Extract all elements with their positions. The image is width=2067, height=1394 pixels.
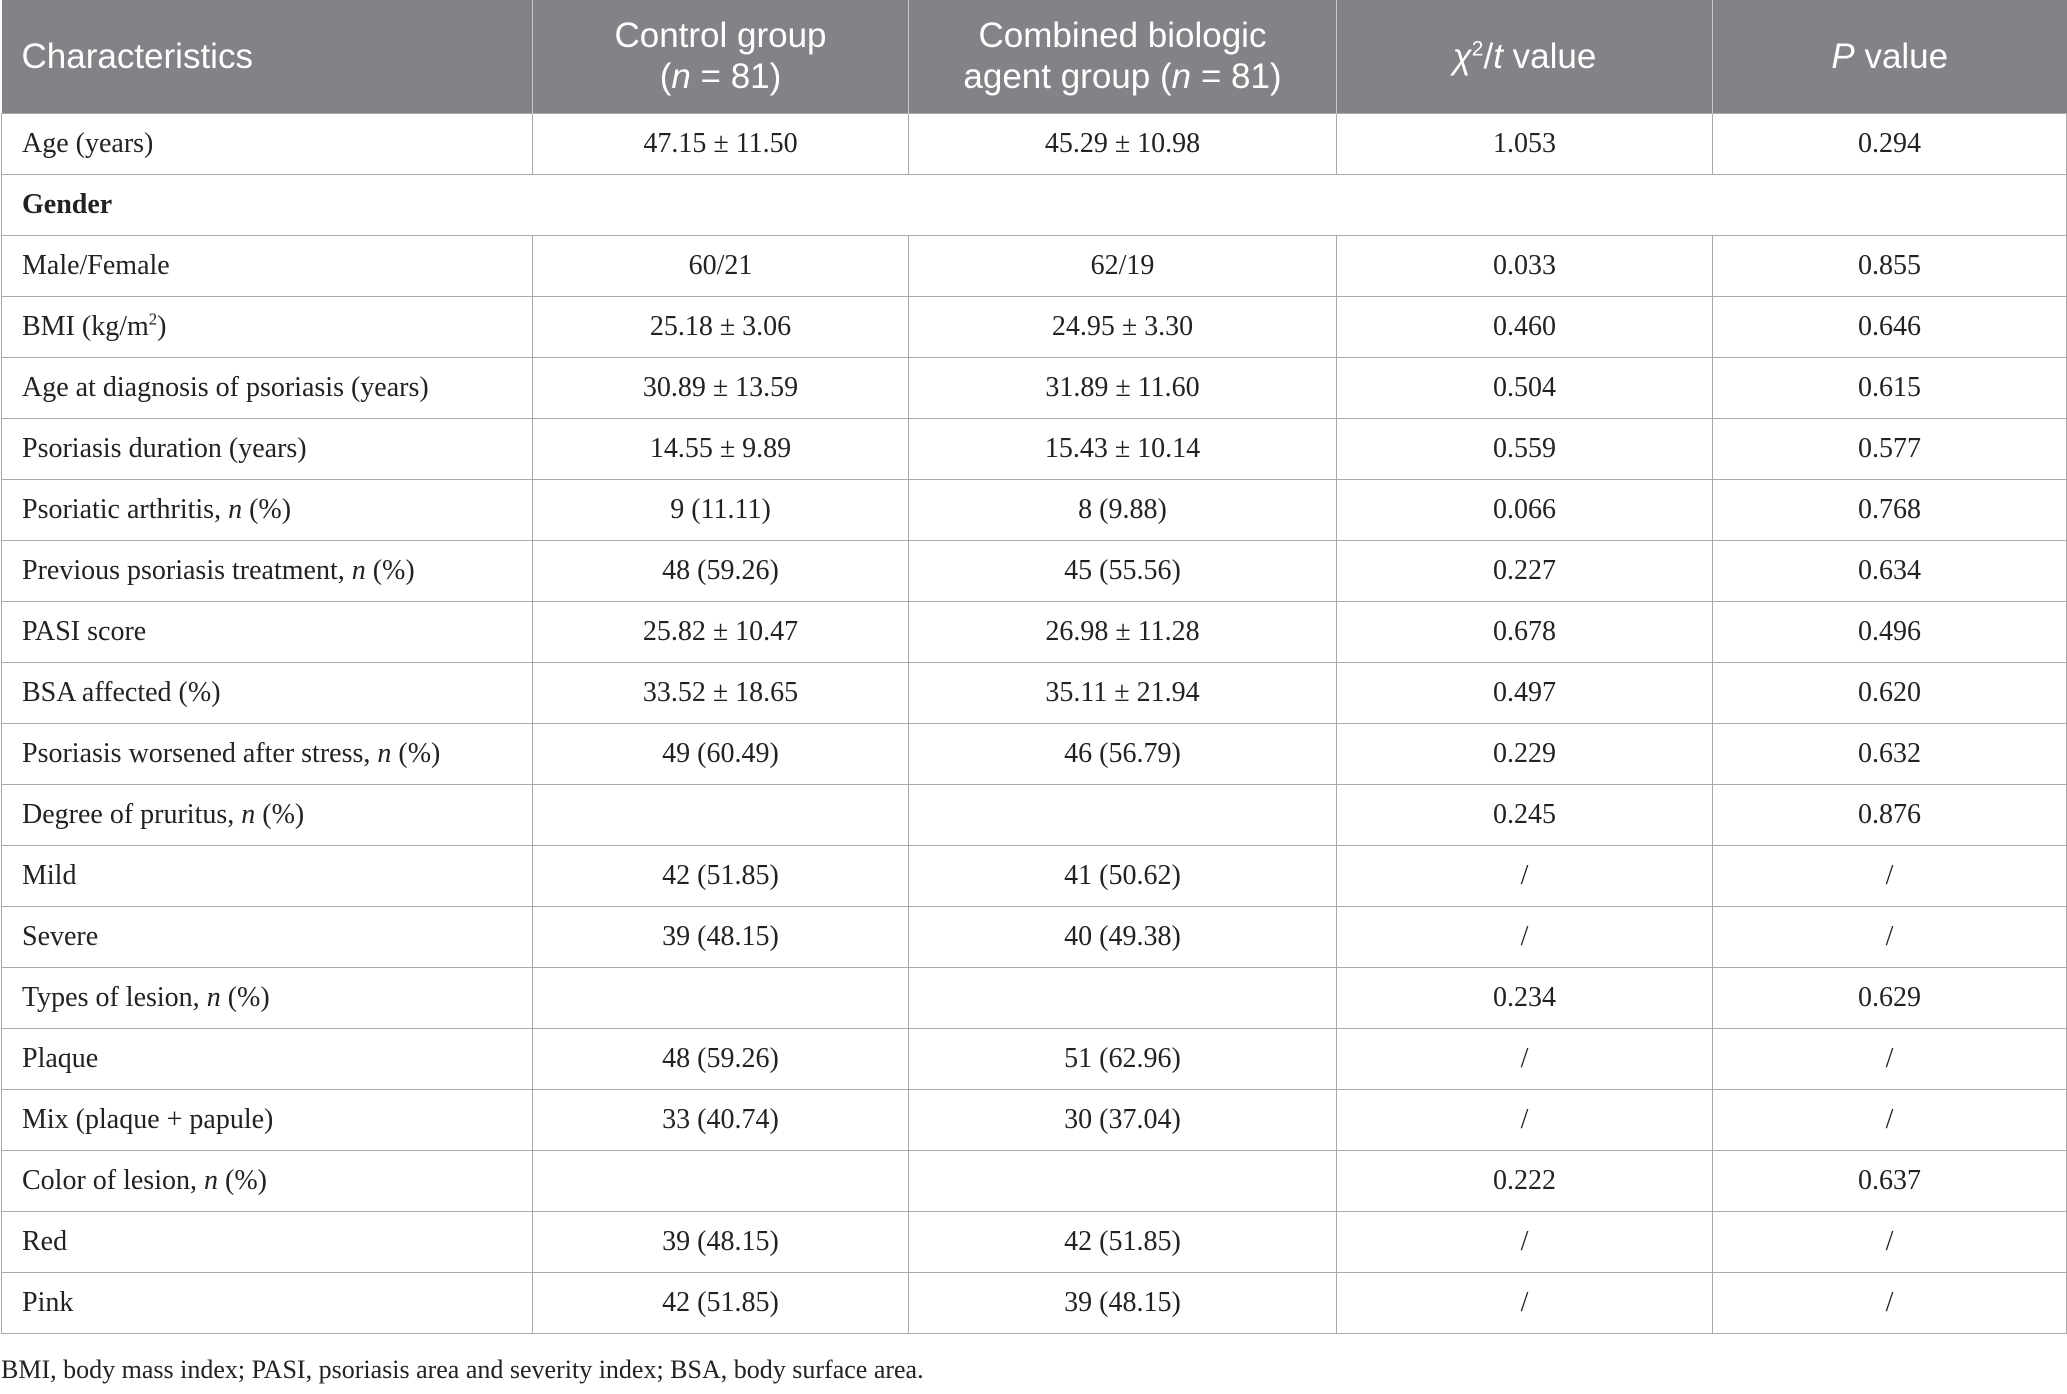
cell-characteristic: [2, 235, 533, 296]
cell-combined: 62/19: [909, 235, 1337, 296]
cell-control: 39 (48.15): [533, 1211, 909, 1272]
cell-control: [533, 1150, 909, 1211]
header-chi-t-value: [1337, 0, 1713, 113]
header-p-value-word: value: [1854, 36, 1949, 76]
baseline-characteristics-table: [1, 0, 2067, 1334]
cell-characteristic: [2, 418, 533, 479]
table-row: [2, 723, 2067, 784]
cell-combined: [909, 784, 1337, 845]
cell-control: 39 (48.15): [533, 906, 909, 967]
cell-combined: 46 (56.79): [909, 723, 1337, 784]
characteristic-label: Gender: [22, 188, 113, 220]
cell-characteristic: [2, 1028, 533, 1089]
cell-control: 48 (59.26): [533, 1028, 909, 1089]
table-row: [2, 357, 2067, 418]
cell-control: [533, 967, 909, 1028]
cell-stat: /: [1337, 845, 1713, 906]
cell-stat: 0.066: [1337, 479, 1713, 540]
header-combined-group: [909, 0, 1337, 113]
cell-p: /: [1713, 1211, 2067, 1272]
cell-combined: 15.43 ± 10.14: [909, 418, 1337, 479]
cell-stat: 0.033: [1337, 235, 1713, 296]
characteristic-label: Male/Female: [22, 249, 170, 281]
cell-stat: /: [1337, 906, 1713, 967]
table-row: [2, 601, 2067, 662]
characteristic-label-suffix: (%): [220, 981, 270, 1013]
cell-combined: 39 (48.15): [909, 1272, 1337, 1333]
cell-p: 0.496: [1713, 601, 2067, 662]
cell-characteristic: [2, 174, 2067, 235]
table-row: [2, 1089, 2067, 1150]
cell-p: /: [1713, 1089, 2067, 1150]
characteristic-italic-n: n: [377, 737, 392, 769]
cell-p: 0.855: [1713, 235, 2067, 296]
cell-stat: 0.497: [1337, 662, 1713, 723]
characteristic-label: Age at diagnosis of psoriasis (years): [22, 371, 429, 403]
cell-characteristic: [2, 723, 533, 784]
cell-characteristic: [2, 1089, 533, 1150]
cell-p: 0.294: [1713, 113, 2067, 174]
header-characteristics: [2, 0, 533, 113]
characteristic-label-suffix: ): [157, 310, 167, 342]
cell-control: 33.52 ± 18.65: [533, 662, 909, 723]
table-row: [2, 845, 2067, 906]
cell-stat: 0.245: [1337, 784, 1713, 845]
cell-p: 0.632: [1713, 723, 2067, 784]
cell-characteristic: [2, 967, 533, 1028]
header-t-symbol: t: [1493, 36, 1503, 76]
cell-combined: 24.95 ± 3.30: [909, 296, 1337, 357]
cell-stat: 0.234: [1337, 967, 1713, 1028]
header-control-label: Control group: [614, 16, 827, 56]
cell-stat: /: [1337, 1211, 1713, 1272]
cell-stat: 0.678: [1337, 601, 1713, 662]
characteristic-label: Psoriasis worsened after stress,: [22, 737, 378, 769]
cell-p: /: [1713, 1028, 2067, 1089]
cell-combined: 31.89 ± 11.60: [909, 357, 1337, 418]
cell-combined: 26.98 ± 11.28: [909, 601, 1337, 662]
cell-p: 0.634: [1713, 540, 2067, 601]
characteristic-label: PASI score: [22, 615, 147, 647]
characteristic-label: Color of lesion,: [22, 1164, 204, 1196]
characteristic-label: BMI (kg/m: [22, 310, 149, 342]
cell-control: 60/21: [533, 235, 909, 296]
header-value-word: value: [1502, 36, 1597, 76]
cell-combined: [909, 1150, 1337, 1211]
table-row: [2, 1150, 2067, 1211]
cell-characteristic: [2, 113, 533, 174]
cell-combined: [909, 967, 1337, 1028]
header-chi-symbol: χ: [1452, 36, 1472, 76]
cell-control: 14.55 ± 9.89: [533, 418, 909, 479]
characteristic-label: Severe: [22, 920, 99, 952]
characteristic-label-suffix: (%): [391, 737, 441, 769]
cell-p: /: [1713, 1272, 2067, 1333]
cell-p: 0.629: [1713, 967, 2067, 1028]
characteristic-label-suffix: (%): [242, 493, 292, 525]
cell-characteristic: [2, 784, 533, 845]
cell-stat: /: [1337, 1028, 1713, 1089]
cell-stat: 0.229: [1337, 723, 1713, 784]
characteristic-label: Mix (plaque + papule): [22, 1103, 274, 1135]
cell-characteristic: [2, 357, 533, 418]
cell-p: 0.620: [1713, 662, 2067, 723]
characteristic-label: Pink: [22, 1286, 74, 1318]
characteristic-italic-n: n: [206, 981, 221, 1013]
table-row: [2, 113, 2067, 174]
cell-stat: 1.053: [1337, 113, 1713, 174]
cell-p: /: [1713, 845, 2067, 906]
characteristic-italic-n: n: [228, 493, 243, 525]
characteristic-label: Psoriasis duration (years): [22, 432, 307, 464]
characteristic-italic-n: n: [204, 1164, 218, 1196]
cell-p: 0.637: [1713, 1150, 2067, 1211]
cell-stat: 0.227: [1337, 540, 1713, 601]
cell-characteristic: [2, 601, 533, 662]
header-control-group: [533, 0, 909, 113]
cell-stat: 0.504: [1337, 357, 1713, 418]
cell-p: 0.577: [1713, 418, 2067, 479]
cell-combined: 45.29 ± 10.98: [909, 113, 1337, 174]
characteristic-label: Red: [22, 1225, 68, 1257]
cell-combined: 41 (50.62): [909, 845, 1337, 906]
characteristic-italic-n: n: [351, 554, 366, 586]
cell-control: 9 (11.11): [533, 479, 909, 540]
table-row: [2, 906, 2067, 967]
table-row: [2, 540, 2067, 601]
characteristic-label: Previous psoriasis treatment,: [22, 554, 352, 586]
table-row: [2, 967, 2067, 1028]
cell-characteristic: [2, 540, 533, 601]
characteristic-label: Psoriatic arthritis,: [22, 493, 229, 525]
cell-control: 25.82 ± 10.47: [533, 601, 909, 662]
table-header-row: [2, 0, 2067, 113]
table-row: [2, 235, 2067, 296]
header-characteristics-label: Characteristics: [21, 36, 253, 76]
cell-stat: 0.460: [1337, 296, 1713, 357]
cell-control: 42 (51.85): [533, 845, 909, 906]
cell-characteristic: [2, 1272, 533, 1333]
header-combined-n: n: [1171, 57, 1192, 97]
characteristic-label-suffix: (%): [218, 1164, 267, 1196]
cell-control: 33 (40.74): [533, 1089, 909, 1150]
header-p-value: [1713, 0, 2067, 113]
cell-characteristic: [2, 906, 533, 967]
cell-combined: 40 (49.38): [909, 906, 1337, 967]
cell-combined: 30 (37.04): [909, 1089, 1337, 1150]
table-row: [2, 174, 2067, 235]
header-p-symbol: P: [1831, 36, 1855, 76]
cell-control: 48 (59.26): [533, 540, 909, 601]
cell-stat: 0.222: [1337, 1150, 1713, 1211]
cell-control: 25.18 ± 3.06: [533, 296, 909, 357]
characteristic-label: Types of lesion,: [22, 981, 207, 1013]
characteristic-label-suffix: (%): [255, 798, 305, 830]
cell-stat: /: [1337, 1272, 1713, 1333]
cell-combined: 42 (51.85): [909, 1211, 1337, 1272]
header-slash: /: [1483, 36, 1494, 76]
cell-p: /: [1713, 906, 2067, 967]
characteristic-label: Age (years): [22, 127, 154, 159]
header-control-paren: (: [659, 57, 672, 97]
characteristic-label: Mild: [22, 859, 77, 891]
header-control-n-value: = 81): [690, 57, 782, 97]
cell-characteristic: [2, 1150, 533, 1211]
table-row: [2, 784, 2067, 845]
characteristic-italic-n: n: [241, 798, 256, 830]
table-row: [2, 296, 2067, 357]
cell-characteristic: [2, 296, 533, 357]
header-combined-label: Combined biologic: [978, 16, 1267, 56]
header-combined-label-2: agent group (: [963, 57, 1172, 97]
cell-combined: 51 (62.96): [909, 1028, 1337, 1089]
table-row: [2, 662, 2067, 723]
cell-characteristic: [2, 662, 533, 723]
cell-combined: 35.11 ± 21.94: [909, 662, 1337, 723]
characteristic-label: BSA affected (%): [22, 676, 221, 708]
table-row: [2, 1272, 2067, 1333]
cell-p: 0.768: [1713, 479, 2067, 540]
header-chi-sup: 2: [1471, 37, 1484, 61]
table-row: [2, 479, 2067, 540]
cell-control: 47.15 ± 11.50: [533, 113, 909, 174]
characteristic-label-suffix: (%): [365, 554, 415, 586]
header-combined-n-value: = 81): [1191, 57, 1282, 97]
cell-control: [533, 784, 909, 845]
cell-control: 49 (60.49): [533, 723, 909, 784]
cell-combined: 8 (9.88): [909, 479, 1337, 540]
cell-control: 30.89 ± 13.59: [533, 357, 909, 418]
cell-stat: /: [1337, 1089, 1713, 1150]
table-footnote: BMI, body mass index; PASI, psoriasis area and severity index; BSA, body surface area.: [1, 1355, 924, 1384]
table-row: [2, 1028, 2067, 1089]
cell-stat: 0.559: [1337, 418, 1713, 479]
characteristic-label: Degree of pruritus,: [22, 798, 242, 830]
table-row: [2, 418, 2067, 479]
cell-control: 42 (51.85): [533, 1272, 909, 1333]
cell-combined: 45 (55.56): [909, 540, 1337, 601]
header-control-n: n: [671, 57, 691, 97]
cell-p: 0.646: [1713, 296, 2067, 357]
cell-p: 0.876: [1713, 784, 2067, 845]
cell-characteristic: [2, 845, 533, 906]
table-row: [2, 1211, 2067, 1272]
cell-characteristic: [2, 1211, 533, 1272]
cell-p: 0.615: [1713, 357, 2067, 418]
cell-characteristic: [2, 479, 533, 540]
characteristic-superscript: 2: [148, 309, 158, 329]
characteristic-label: Plaque: [22, 1042, 99, 1074]
